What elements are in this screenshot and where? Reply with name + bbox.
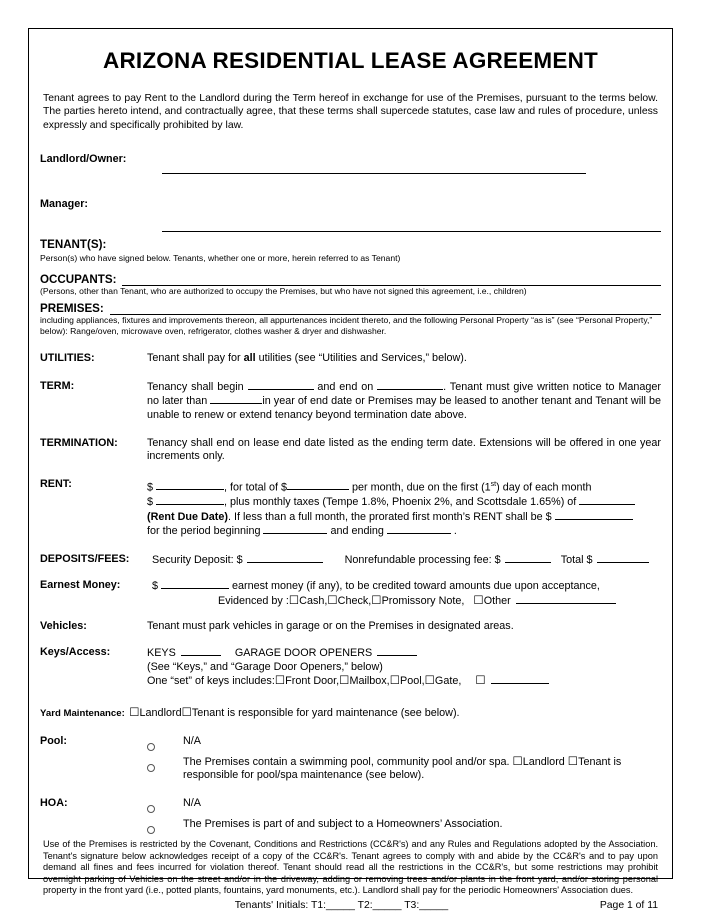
- term-line2-b: in year of end date or Premises may be leased to another tenant: [262, 395, 572, 408]
- premises-colon: :: [99, 302, 104, 316]
- keys-opt-gate: Gate,: [434, 675, 462, 688]
- rent-line-1: [147, 478, 661, 495]
- keys-access-text: [147, 646, 661, 689]
- term-end-blank[interactable]: [377, 380, 443, 390]
- earnest-other-blank[interactable]: [516, 594, 616, 604]
- hoa-label: HOA:: [40, 797, 68, 810]
- keys-opt-front-door: Front Door,: [285, 675, 340, 688]
- rent-l3-a: . If less than a full month, the prorated first month’s RENT shall be $: [227, 510, 555, 523]
- keys-count-blank[interactable]: [181, 646, 221, 656]
- radio-icon-hoa-yes[interactable]: [147, 826, 155, 834]
- radio-icon-pool-yes[interactable]: [147, 764, 155, 772]
- term-line2-a: Manager no later than: [147, 380, 661, 408]
- keys-access-section: [40, 646, 661, 689]
- checkbox-icon-other[interactable]: ☐: [473, 592, 484, 607]
- yard-opt-tenant: Tenant is responsible for yard maintenance (see below).: [191, 706, 460, 719]
- pool-option-na-row[interactable]: [147, 735, 661, 756]
- earnest-amount-blank[interactable]: [161, 579, 229, 589]
- checkbox-icon-pool-tenant[interactable]: ☐: [567, 753, 579, 768]
- nonrefundable-fee-label: Nonrefundable processing fee: $: [344, 553, 501, 566]
- rent-due-date-bold: (Rent Due Date): [147, 510, 228, 523]
- radio-icon-pool-na[interactable]: [147, 743, 155, 751]
- term-line1-b: and end on: [313, 380, 378, 393]
- pool-option-has-pool: [183, 753, 661, 783]
- utilities-label: UTILITIES:: [40, 352, 95, 365]
- garage-word: GARAGE DOOR OPENERS: [234, 647, 373, 660]
- hoa-option-na: N/A: [183, 797, 201, 810]
- rent-l4-c: .: [450, 525, 457, 538]
- hoa-legal-paragraph: Use of the Premises is restricted by the Covenant, Conditions and Restrictions (CC&R's) and any Rules and Regulations adopted by the Association. Tenant's signature below acknowledges receipt of a copy of the CC&R's. Tenant agrees to comply with and abide by the CC&R's and to pay upon demand all fines and fees incurred for violation thereof. Tenant should read all the restrictions in the CC&R's, but some restrictions may prohibit overnight parking of Vehicles on the street and/or in the driveway, adding or removing trees and/or plants in the front yard, and/or storing personal property in the front yard (i.e., potted plants, fountains, yard monuments, etc.). Landlord shall pay for the periodic Homeowners' Association dues.: [43, 839, 658, 896]
- rent-l1-c: per month, due on the first (1: [349, 481, 491, 494]
- rent-tax-blank[interactable]: [156, 495, 224, 505]
- rent-l1-a: $: [147, 481, 157, 494]
- occupants-label: OCCUPANTS: [40, 272, 113, 286]
- tenants-section: [40, 231, 661, 263]
- checkbox-icon-gate[interactable]: ☐: [424, 673, 435, 688]
- pool-option-na: N/A: [183, 734, 201, 747]
- intro-paragraph: Tenant agrees to pay Rent to the Landlord during the Term hereof in exchange for use of the Premises, pursuant to the terms below. The parties hereto intend, and contractually agree, that these terms shall supercede statutes, case law and rules of procedure, unless expressly and specifically prohibited by law.: [43, 92, 658, 131]
- security-deposit-blank[interactable]: [247, 553, 323, 563]
- pool-section: [40, 735, 661, 783]
- rent-l1-b: , for total of $: [224, 481, 288, 494]
- keys-line-1: [147, 646, 661, 661]
- earnest-opt-cash: Cash,: [299, 594, 328, 607]
- termination-label: TERMINATION:: [40, 436, 118, 449]
- rent-total-blank[interactable]: [287, 480, 349, 490]
- page-number: Page 1 of 11: [599, 900, 658, 911]
- utilities-bold-all: all: [243, 352, 256, 365]
- rent-section: [40, 478, 661, 539]
- pool-option-landlord: Landlord: [522, 755, 568, 768]
- nonrefundable-fee-blank[interactable]: [505, 553, 551, 563]
- hoa-option-yes: The Premises is part of and subject to a Homeowners’ Association.: [183, 818, 503, 831]
- term-line1-c: . Tenant must give written notice to: [443, 380, 615, 393]
- hoa-option-na-row[interactable]: [147, 797, 661, 818]
- total-blank[interactable]: [597, 553, 649, 563]
- landlord-signature-line[interactable]: [162, 173, 586, 174]
- tenants-initials[interactable]: Tenants' Initials: T1:_____ T2:_____ T3:_____: [234, 900, 449, 911]
- keys-word: KEYS: [147, 647, 176, 660]
- termination-section: [40, 437, 661, 464]
- earnest-money-label: Earnest Money:: [40, 579, 121, 592]
- checkbox-icon-pool-key[interactable]: ☐: [389, 673, 400, 688]
- garage-openers-count-blank[interactable]: [377, 646, 417, 656]
- keys-opt-mailbox: Mailbox,: [349, 675, 390, 688]
- checkbox-icon-keys-other[interactable]: ☐: [475, 673, 486, 688]
- earnest-line-2: [152, 594, 661, 609]
- earnest-opt-other: Other: [483, 594, 511, 607]
- term-line3: and Tenant will be unable to renew or extend tenancy beyond termination date above.: [147, 395, 661, 421]
- checkbox-icon-cash[interactable]: ☐: [288, 592, 300, 607]
- earnest-opt-check: Check,: [337, 594, 372, 607]
- premises-label: PREMISES: [40, 302, 100, 316]
- utilities-section: [40, 352, 661, 366]
- occupants-note: (Persons, other than Tenant, who are authorized to occupy the Premises, but who have not signed this agreement, i.e., children): [40, 285, 527, 296]
- rent-tax-of-blank[interactable]: [579, 495, 635, 505]
- pool-label: Pool:: [40, 734, 67, 747]
- checkbox-icon-mailbox[interactable]: ☐: [339, 673, 350, 688]
- manager-section: [40, 198, 661, 211]
- checkbox-icon-front-door[interactable]: ☐: [274, 673, 286, 688]
- rent-l4-b: and ending: [327, 525, 387, 538]
- utilities-text-1: Tenant shall pay for: [147, 352, 244, 365]
- term-notice-blank[interactable]: [210, 394, 262, 404]
- rent-l2-a: $: [147, 495, 157, 508]
- premises-input-line[interactable]: [110, 303, 661, 315]
- checkbox-icon-yard-landlord[interactable]: ☐: [129, 704, 140, 719]
- rent-ordinal-suffix: st: [490, 480, 497, 488]
- deposits-label: DEPOSITS/FEES:: [40, 552, 130, 565]
- earnest-line-1: [152, 579, 661, 594]
- rent-line-2: [147, 495, 661, 510]
- hoa-section: [40, 797, 661, 839]
- rent-period-end-blank[interactable]: [387, 524, 451, 534]
- rent-prorated-blank[interactable]: [555, 510, 633, 520]
- landlord-section: [40, 153, 661, 174]
- checkbox-icon-check[interactable]: ☐: [327, 592, 338, 607]
- pool-option-has-pool-row[interactable]: [147, 753, 661, 783]
- rent-period-begin-blank[interactable]: [263, 524, 327, 534]
- keys-access-label: Keys/Access:: [40, 646, 111, 659]
- utilities-text: [147, 352, 661, 366]
- term-text: [147, 380, 661, 423]
- radio-icon-hoa-na[interactable]: [147, 805, 155, 813]
- vehicles-text: Tenant must park vehicles in garage or on the Premises in designated areas.: [147, 620, 514, 633]
- premises-note: including appliances, fixtures and improvements thereon, all appurtenances incident thereto, and the following Personal Property “as is” (see “Personal Property,” below): Range/oven, microwave oven, refrigerator, clothes washer & dryer and dishwasher.: [40, 315, 653, 336]
- tenants-colon: :: [102, 237, 107, 251]
- earnest-opt-promissory: Promissory Note,: [381, 594, 465, 607]
- term-line1-a: Tenancy shall begin: [147, 380, 248, 393]
- rent-l1-d: ) day of each month: [496, 481, 592, 494]
- evidenced-by-label: Evidenced by :: [218, 594, 289, 607]
- rent-line-3: [147, 510, 661, 525]
- term-label: TERM:: [40, 379, 75, 392]
- termination-text: Tenancy shall end on lease end date listed as the ending term date. Extensions will be offered in one year increments only.: [147, 436, 661, 463]
- deposits-text: [152, 553, 661, 568]
- rent-label: RENT:: [40, 477, 72, 490]
- rent-amount-blank[interactable]: [156, 480, 224, 490]
- pool-option-tenant: Tenant is responsible for pool/spa maintenance (see below).: [183, 755, 622, 782]
- keys-line-2: (See “Keys,” and “Garage Door Openers,” below): [147, 660, 383, 673]
- yard-maintenance-section: [40, 703, 661, 721]
- landlord-label: Landlord/Owner:: [40, 152, 127, 165]
- tenants-label: TENANT(S): [40, 237, 103, 251]
- page-title: ARIZONA RESIDENTIAL LEASE AGREEMENT: [103, 48, 598, 73]
- rent-l2-b: , plus monthly taxes (Tempe 1.8%, Phoenix 2%, and Scottsdale 1.65%) of: [224, 495, 580, 508]
- keys-other-blank[interactable]: [491, 674, 549, 684]
- keys-opt-pool: Pool,: [400, 675, 425, 688]
- checkbox-icon-promissory-note[interactable]: ☐: [371, 592, 382, 607]
- occupants-colon: :: [112, 272, 117, 286]
- vehicles-section: [40, 620, 661, 634]
- vehicles-label: Vehicles:: [40, 620, 87, 633]
- tenant-signature-line[interactable]: [162, 231, 661, 232]
- term-section: [40, 380, 661, 423]
- earnest-l1-a: $: [152, 580, 162, 593]
- keys-line-3: [147, 674, 661, 689]
- earnest-money-text: [152, 579, 661, 608]
- rent-text: [147, 478, 661, 539]
- yard-maintenance-label: Yard Maintenance:: [40, 707, 125, 719]
- manager-label: Manager:: [40, 197, 88, 210]
- occupants-input-line[interactable]: [122, 274, 661, 286]
- yard-opt-landlord: Landlord: [139, 706, 182, 719]
- tenants-note: Person(s) who have signed below. Tenants, whether one or more, herein referred to as Tenant): [40, 252, 401, 263]
- occupants-section: [40, 273, 661, 296]
- term-begin-blank[interactable]: [248, 380, 314, 390]
- hoa-option-yes-row[interactable]: [147, 818, 661, 839]
- page-footer: [43, 900, 658, 911]
- rent-l4-a: for the period beginning: [147, 525, 264, 538]
- keys-set-prefix: One “set” of keys includes:: [147, 675, 275, 688]
- earnest-l1-b: earnest money (if any), to be credited toward amounts due upon acceptance,: [229, 580, 600, 593]
- premises-section: [40, 302, 661, 336]
- checkbox-icon-pool-landlord[interactable]: ☐: [512, 753, 523, 768]
- utilities-text-2: utilities (see “Utilities and Services,” below).: [255, 352, 467, 365]
- security-deposit-label: Security Deposit: $: [152, 553, 243, 566]
- pool-option-pool-a: The Premises contain a swimming pool, community pool and/or spa.: [183, 755, 513, 768]
- deposits-section: [40, 553, 661, 568]
- lease-document-page: [28, 28, 673, 911]
- total-label: Total $: [560, 553, 593, 566]
- checkbox-icon-yard-tenant[interactable]: ☐: [181, 704, 192, 719]
- earnest-money-section: [40, 579, 661, 608]
- rent-line-4: [147, 524, 661, 539]
